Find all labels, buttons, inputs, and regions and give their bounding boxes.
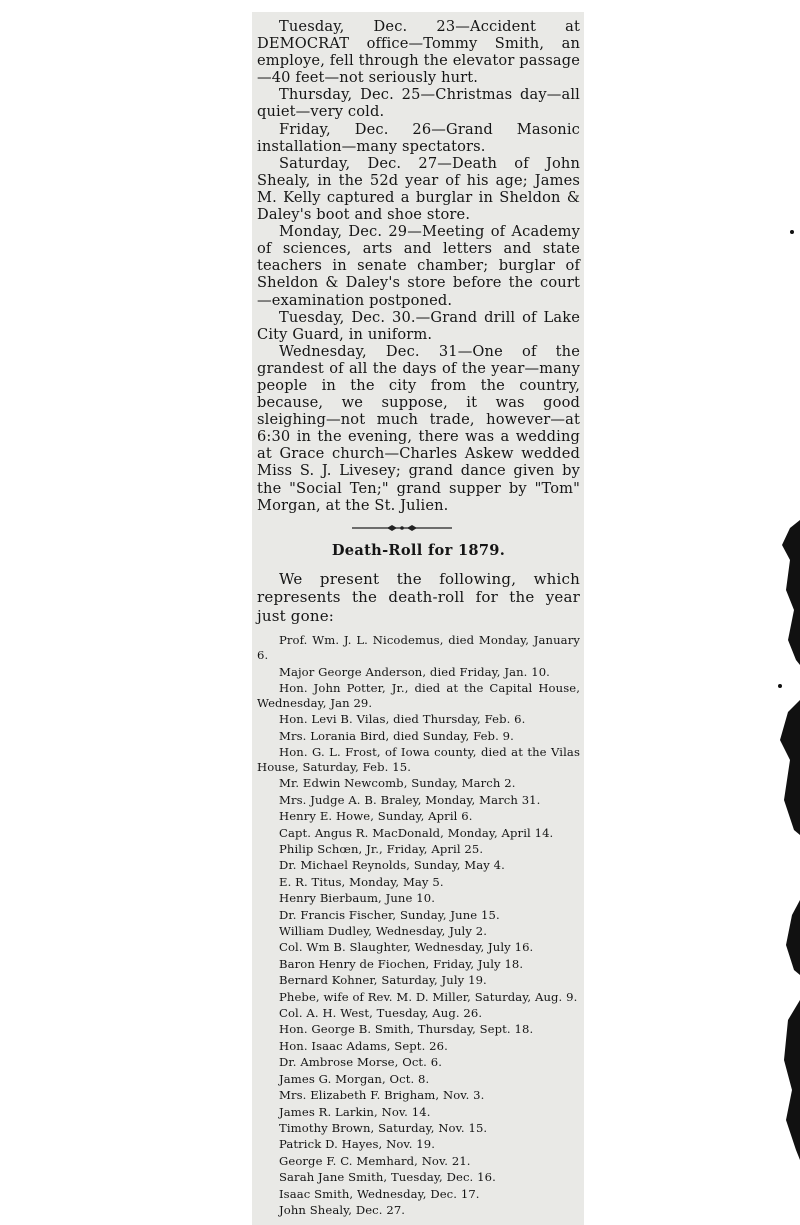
list-item: Mr. Edwin Newcomb, Sunday, March 2. [279, 776, 516, 791]
list-item: Mrs. Elizabeth F. Brigham, Nov. 3. [279, 1088, 485, 1103]
list-item: Mrs. Lorania Bird, died Sunday, Feb. 9. [279, 728, 514, 743]
list-item: Mrs. Judge A. B. Braley, Monday, March 31. [279, 792, 541, 807]
list-item: Baron Henry de Fiochen, Friday, July 18. [279, 956, 524, 971]
list-item: Hon. Isaac Adams, Sept. 26. [279, 1038, 448, 1053]
list-item: William Dudley, Wednesday, July 2. [279, 924, 488, 939]
list-item: Major George Anderson, died Friday, Jan. 10. [279, 664, 550, 679]
list-item: Bernard Kohner, Saturday, July 19. [279, 973, 487, 988]
list-item: John Shealy, Dec. 27. [279, 1202, 406, 1217]
list-item: Isaac Smith, Wednesday, Dec. 17. [279, 1186, 480, 1201]
event-paragraph: Saturday, Dec. 27—Death of John Shealy, in the 52d year of his age; James M. Kelly captured a burglar in Sheldon & Daley's boot and shoe store. [257, 154, 580, 224]
article-column [257, 18, 580, 1219]
list-item: Hon. George B. Smith, Thursday, Sept. 18. [279, 1022, 534, 1037]
death-roll-list [257, 633, 580, 1218]
list-item: Sarah Jane Smith, Tuesday, Dec. 16. [279, 1170, 496, 1185]
section-heading: Death-Roll for 1879. [331, 541, 506, 559]
list-item: Capt. Angus R. MacDonald, Monday, April 14. [279, 825, 554, 840]
ornamental-divider [352, 523, 452, 533]
list-item: James R. Larkin, Nov. 14. [279, 1104, 431, 1119]
newspaper-clipping [252, 12, 584, 1225]
list-item: Hon. G. L. Frost, of Iowa county, died at the Vilas House, Saturday, Feb. 15. [257, 745, 580, 774]
events-section [257, 18, 580, 514]
event-paragraph: Wednesday, Dec. 31—One of the grandest of all the days of the year—many people in the city from the country, because, we suppose, it was good sleighing—not much trade, however—at 6:30 in the evening, there was a wedding at Grace church—Charles Askew wedded Miss S. J. Livesey; grand dance given by the "Social Ten;" grand supper by "Tom" Morgan, at the St. Julien. [257, 342, 580, 514]
intro-paragraph: We present the following, which represents the death-roll for the year just gone: [257, 569, 580, 625]
event-paragraph: Monday, Dec. 29—Meeting of Academy of sciences, arts and letters and state teachers in senate chamber; burglar of Sheldon & Daley's store before the court—examination postponed. [257, 223, 580, 309]
list-item: Prof. Wm. J. L. Nicodemus, died Monday, January 6. [257, 633, 580, 663]
event-paragraph: Tuesday, Dec. 23—Accident at DEMOCRAT office—Tommy Smith, an employe, fell through the elevator passage —40 feet—not seriously hurt. [257, 18, 580, 87]
list-item: Col. Wm B. Slaughter, Wednesday, July 16. [279, 940, 534, 955]
list-item: Patrick D. Hayes, Nov. 19. [279, 1137, 436, 1152]
list-item: E. R. Titus, Monday, May 5. [279, 874, 444, 889]
list-item: Henry E. Howe, Sunday, April 6. [279, 809, 473, 824]
list-item: Timothy Brown, Saturday, Nov. 15. [279, 1120, 488, 1135]
event-paragraph: Tuesday, Dec. 30.—Grand drill of Lake City Guard, in uniform. [257, 308, 580, 343]
list-item: Dr. Michael Reynolds, Sunday, May 4. [279, 858, 505, 873]
event-paragraph: Friday, Dec. 26—Grand Masonic installation—many spectators. [257, 120, 580, 155]
list-item: Hon. Levi B. Vilas, died Thursday, Feb. 6. [279, 712, 526, 727]
list-item: James G. Morgan, Oct. 8. [279, 1071, 430, 1086]
torn-page-edge [760, 0, 800, 1225]
list-item: Dr. Ambrose Morse, Oct. 6. [279, 1055, 443, 1070]
list-item: Dr. Francis Fischer, Sunday, June 15. [279, 907, 500, 922]
list-item: Phebe, wife of Rev. M. D. Miller, Saturday, Aug. 9. [279, 989, 578, 1004]
list-item: Philip Schœn, Jr., Friday, April 25. [279, 842, 484, 856]
list-item: Hon. John Potter, Jr., died at the Capital House, Wednesday, Jan 29. [257, 680, 580, 710]
list-item: Henry Bierbaum, June 10. [279, 891, 435, 906]
event-paragraph: Thursday, Dec. 25—Christmas day—all quiet—very cold. [257, 86, 580, 121]
list-item: Col. A. H. West, Tuesday, Aug. 26. [279, 1006, 483, 1021]
list-item: George F. C. Memhard, Nov. 21. [279, 1153, 471, 1168]
